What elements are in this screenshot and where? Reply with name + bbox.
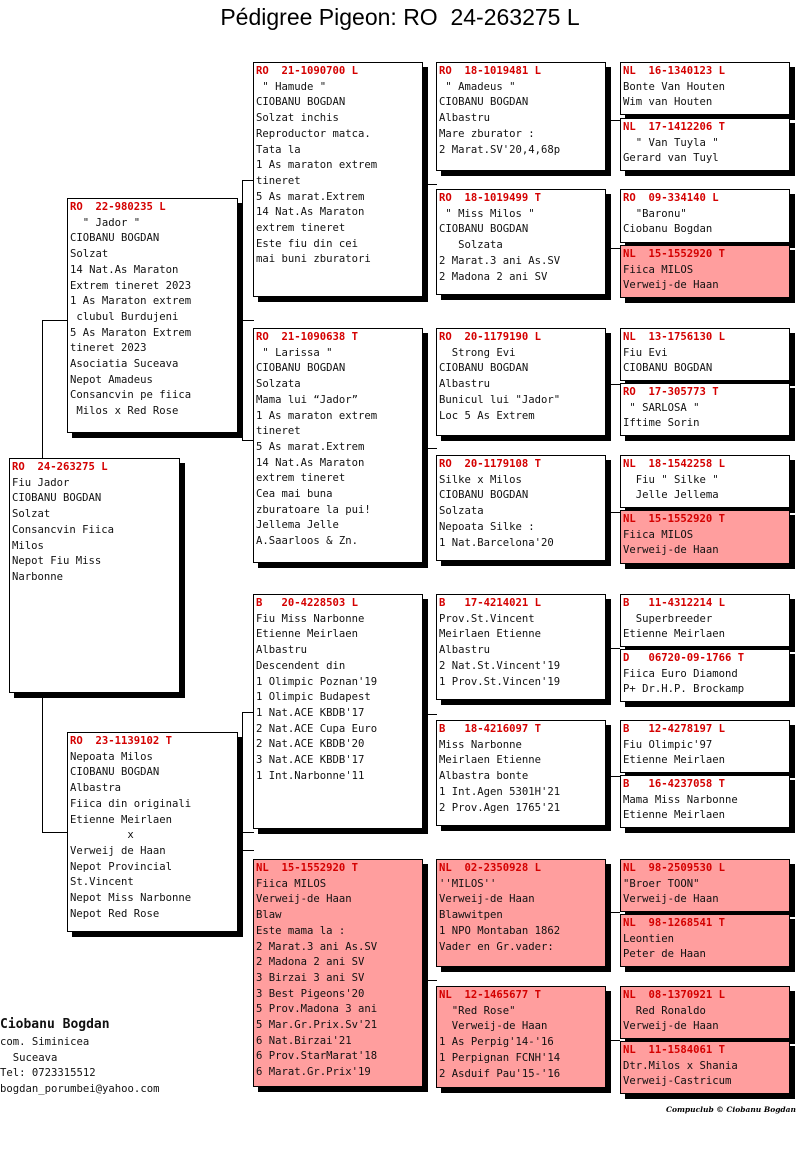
card-line: ''MILOS'' xyxy=(439,877,497,890)
card-line: 2 Nat.ACE KBDB'20 xyxy=(256,738,365,751)
card-line: A.Saarloos & Zn. xyxy=(256,535,359,548)
card-line: Etienne Meirlaen xyxy=(623,809,726,822)
connector-line xyxy=(608,912,620,913)
card-line: Mare zburator : xyxy=(439,127,535,140)
card-line: 2 Marat.SV'20,4,68p xyxy=(439,143,561,156)
card-line: 2 Marat.3 ani As.SV xyxy=(256,940,378,953)
card-line: 3 Best Pigeons'20 xyxy=(256,987,365,1000)
card-line: Etienne Meirlaen xyxy=(623,754,726,767)
breeder-name: Ciobanu Bogdan xyxy=(0,1017,110,1032)
card-line: " Larissa " xyxy=(256,346,333,359)
card-line: Blaw xyxy=(256,909,282,922)
pigeon-card-g4-14[interactable] xyxy=(620,914,790,967)
pigeon-card-sire-sire[interactable] xyxy=(253,62,423,297)
ring-number: B 20-4228503 L xyxy=(256,597,359,609)
pigeon-card-ss-dam[interactable] xyxy=(436,189,606,295)
card-line: Consancvin pe fiica xyxy=(70,389,192,402)
card-line: Meirlaen Etienne xyxy=(439,628,542,641)
pigeon-card-g4-13[interactable] xyxy=(620,859,790,912)
card-line: " Amadeus " xyxy=(439,80,516,93)
connector-line xyxy=(42,697,43,832)
card-line: "Red Rose" xyxy=(439,1004,516,1017)
card-line: Albastru xyxy=(439,112,491,125)
ring-number: RO 24-263275 L xyxy=(12,461,108,473)
ring-number: NL 13-1756130 L xyxy=(623,331,726,343)
card-line: Verweij-de Haan xyxy=(439,1020,548,1033)
pigeon-card-subject[interactable] xyxy=(9,458,180,693)
ring-number: B 16-4237058 T xyxy=(623,778,726,790)
card-line: Bunicul lui "Jador" xyxy=(439,393,561,406)
card-line: Este fiu din cei xyxy=(256,237,359,250)
pigeon-card-g4-11[interactable] xyxy=(620,720,790,773)
pigeon-card-sd-dam[interactable] xyxy=(436,455,606,561)
card-line: 5 Mar.Gr.Prix.Sv'21 xyxy=(256,1019,378,1032)
pigeon-card-ds-sire[interactable] xyxy=(436,594,606,700)
connector-line xyxy=(608,776,620,777)
card-line: Jellema Jelle xyxy=(256,519,339,532)
card-line: 14 Nat.As Maraton xyxy=(256,456,365,469)
pigeon-card-g4-7[interactable] xyxy=(620,455,790,508)
card-line: 1 Nat.ACE KBDB'17 xyxy=(256,706,365,719)
card-line: Asociatia Suceava xyxy=(70,358,179,371)
card-line: Peter de Haan xyxy=(623,948,706,961)
connector-line xyxy=(42,320,70,321)
card-line: Fiica MILOS xyxy=(623,528,694,541)
ring-number: NL 15-1552920 T xyxy=(623,513,726,525)
pigeon-card-g4-8[interactable] xyxy=(620,510,790,564)
card-line: CIOBANU BOGDAN xyxy=(12,492,102,505)
pigeon-card-g4-2[interactable] xyxy=(620,118,790,171)
ring-number: B 12-4278197 L xyxy=(623,723,726,735)
card-line: Verweij-de Haan xyxy=(623,893,719,906)
card-line: Fiu Jador xyxy=(12,476,70,489)
card-line: Albastru xyxy=(439,378,491,391)
card-line: Miss Narbonne xyxy=(439,738,522,751)
pigeon-card-sire-dam[interactable] xyxy=(253,328,423,563)
pigeon-card-ds-dam[interactable] xyxy=(436,720,606,826)
card-line: 5 As Maraton Extrem xyxy=(70,326,192,339)
card-line: 1 Nat.Barcelona'20 xyxy=(439,536,554,549)
pigeon-card-g4-10[interactable] xyxy=(620,649,790,702)
ring-number: B 18-4216097 T xyxy=(439,723,542,735)
ring-number: B 11-4312214 L xyxy=(623,597,726,609)
connector-line xyxy=(425,184,437,185)
card-line: 1 As Maraton extrem xyxy=(70,295,192,308)
ring-number: NL 15-1552920 T xyxy=(623,248,726,260)
ring-number: RO 20-1179190 L xyxy=(439,331,542,343)
pigeon-card-g4-5[interactable] xyxy=(620,328,790,381)
card-line: Nepot Amadeus xyxy=(70,373,153,386)
card-line: Fiu Evi xyxy=(623,346,668,359)
card-line: Mama Miss Narbonne xyxy=(623,793,738,806)
pigeon-card-dam-dam[interactable] xyxy=(253,859,423,1087)
card-line: Fiu " Silke " xyxy=(623,473,719,486)
card-line: 5 As marat.Extrem xyxy=(256,440,365,453)
card-line: 2 Marat.3 ani As.SV xyxy=(439,254,561,267)
pigeon-card-dd-dam[interactable] xyxy=(436,986,606,1088)
ring-number: NL 18-1542258 L xyxy=(623,458,726,470)
card-line: extrem tineret xyxy=(256,472,346,485)
card-line: 6 Marat.Gr.Prix'19 xyxy=(256,1066,371,1079)
card-line: 1 Int.Narbonne'11 xyxy=(256,769,365,782)
card-line: 1 Olimpic Poznan'19 xyxy=(256,675,378,688)
card-line: "Baronu" xyxy=(623,207,687,220)
card-line: CIOBANU BOGDAN xyxy=(70,232,160,245)
ring-number: RO 23-1139102 T xyxy=(70,735,173,747)
card-line: Verweij-de Haan xyxy=(623,544,719,557)
card-line: Solzata xyxy=(439,239,503,252)
ring-number: RO 20-1179108 T xyxy=(439,458,542,470)
pigeon-card-g4-15[interactable] xyxy=(620,986,790,1039)
connector-line xyxy=(425,714,437,715)
card-line: " SARLOSA " xyxy=(623,401,700,414)
ring-number: NL 15-1552920 T xyxy=(256,862,359,874)
card-line: " Van Tuyla " xyxy=(623,136,719,149)
card-line: Wim van Houten xyxy=(623,96,713,109)
card-line: CIOBANU BOGDAN xyxy=(256,362,346,375)
card-line: Este mama la : xyxy=(256,924,346,937)
pigeon-card-ss-sire[interactable] xyxy=(436,62,606,171)
card-line: Fiu Olimpic'97 xyxy=(623,738,713,751)
card-line: Loc 5 As Extrem xyxy=(439,409,535,422)
ring-number: D 06720-09-1766 T xyxy=(623,652,745,664)
pigeon-card-sd-sire[interactable] xyxy=(436,328,606,436)
card-line: Verweij de Haan xyxy=(70,844,166,857)
card-line: Milos x Red Rose xyxy=(70,405,179,418)
card-line: 2 Madona 2 ani SV xyxy=(256,956,365,969)
pigeon-card-g4-16[interactable] xyxy=(620,1041,790,1094)
card-line: " Miss Milos " xyxy=(439,207,535,220)
connector-line xyxy=(42,320,43,458)
card-line: Meirlaen Etienne xyxy=(439,754,542,767)
card-line: Fiica Euro Diamond xyxy=(623,667,738,680)
card-line: mai buni zburatori xyxy=(256,253,371,266)
pigeon-card-dd-sire[interactable] xyxy=(436,859,606,967)
card-line: Blawwitpen xyxy=(439,909,503,922)
card-line: Nepoata Milos xyxy=(70,750,153,763)
card-line: CIOBANU BOGDAN xyxy=(439,223,529,236)
card-line: Prov.St.Vincent xyxy=(439,612,535,625)
card-line: Albastru xyxy=(256,644,308,657)
card-line: Milos xyxy=(12,539,44,552)
pigeon-card-g4-9[interactable] xyxy=(620,594,790,647)
card-line: CIOBANU BOGDAN xyxy=(439,362,529,375)
connector-line xyxy=(242,320,254,321)
card-line: 1 Olimpic Budapest xyxy=(256,691,371,704)
pigeon-card-g4-4[interactable] xyxy=(620,245,790,298)
card-line: Fiica din originali xyxy=(70,797,192,810)
card-line: Dtr.Milos x Shania xyxy=(623,1059,738,1072)
card-line: Iftime Sorin xyxy=(623,417,700,430)
card-line: Red Ronaldo xyxy=(623,1004,706,1017)
card-line: 1 Prov.St.Vincen'19 xyxy=(439,675,561,688)
ring-number: NL 08-1370921 L xyxy=(623,989,726,1001)
ring-number: RO 17-305773 T xyxy=(623,386,719,398)
card-line: 1 As Perpig'14-'16 xyxy=(439,1036,554,1049)
pigeon-card-g4-12[interactable] xyxy=(620,775,790,828)
card-line: Albastra bonte xyxy=(439,770,529,783)
card-line: Vader en Gr.vader: xyxy=(439,940,554,953)
card-line: 14 Nat.As Maraton xyxy=(70,263,179,276)
card-line: Etienne Meirlaen xyxy=(623,628,726,641)
card-line: 2 Asduif Pau'15-'16 xyxy=(439,1067,561,1080)
card-line: 1 Perpignan FCNH'14 xyxy=(439,1051,561,1064)
card-line: Ciobanu Bogdan xyxy=(623,223,713,236)
card-line: CIOBANU BOGDAN xyxy=(256,96,346,109)
card-line: Narbonne xyxy=(12,570,64,583)
card-line: CIOBANU BOGDAN xyxy=(623,362,713,375)
card-line: tineret xyxy=(256,425,301,438)
breeder-address-line: Suceava xyxy=(0,1051,58,1064)
card-line: Nepoata Silke : xyxy=(439,520,535,533)
ring-number: RO 18-1019499 T xyxy=(439,192,542,204)
card-line: Extrem tineret 2023 xyxy=(70,279,192,292)
connector-line xyxy=(608,120,620,121)
card-line: 1 As maraton extrem xyxy=(256,159,378,172)
card-line: x xyxy=(70,829,134,842)
pigeon-card-g4-1[interactable] xyxy=(620,62,790,115)
ring-number: NL 11-1584061 T xyxy=(623,1044,726,1056)
breeder-phone: Tel: 0723315512 xyxy=(0,1067,96,1080)
card-line: CIOBANU BOGDAN xyxy=(439,489,529,502)
card-line: 5 As marat.Extrem xyxy=(256,190,365,203)
card-line: 2 Nat.St.Vincent'19 xyxy=(439,659,561,672)
card-line: St.Vincent xyxy=(70,876,134,889)
card-line: Cea mai buna xyxy=(256,488,333,501)
card-line: 1 Int.Agen 5301H'21 xyxy=(439,785,561,798)
card-line: Nepot Provincial xyxy=(70,860,173,873)
ring-number: RO 18-1019481 L xyxy=(439,65,542,77)
card-line: Solzat xyxy=(12,508,51,521)
connector-line xyxy=(608,512,620,513)
card-line: Bonte Van Houten xyxy=(623,80,726,93)
card-line: Solzat xyxy=(70,248,109,261)
card-line: Albastru xyxy=(439,644,491,657)
connector-line xyxy=(425,980,437,981)
connector-line xyxy=(608,648,620,649)
ring-number: B 17-4214021 L xyxy=(439,597,542,609)
card-line: Nepot Miss Narbonne xyxy=(70,892,192,905)
ring-number: RO 21-1090700 L xyxy=(256,65,359,77)
card-line: Fiica MILOS xyxy=(256,877,327,890)
ring-number: RO 22-980235 L xyxy=(70,201,166,213)
connector-line xyxy=(42,832,70,833)
pigeon-card-dam-sire[interactable] xyxy=(253,594,423,829)
card-line: clubul Burdujeni xyxy=(70,310,179,323)
card-line: 1 As maraton extrem xyxy=(256,409,378,422)
ring-number: NL 16-1340123 L xyxy=(623,65,726,77)
card-line: Reproductor matca. xyxy=(256,127,371,140)
card-line: " Jador " xyxy=(70,216,141,229)
ring-number: NL 98-1268541 T xyxy=(623,917,726,929)
connector-line xyxy=(242,850,254,851)
pigeon-card-g4-6[interactable] xyxy=(620,383,790,436)
ring-number: NL 02-2350928 L xyxy=(439,862,542,874)
card-line: 5 Prov.Madona 3 ani xyxy=(256,1003,378,1016)
card-line: Silke x Milos xyxy=(439,473,522,486)
card-line: Verweij-Castricum xyxy=(623,1075,732,1088)
pigeon-card-sire[interactable] xyxy=(67,198,238,433)
card-line: Nepot Fiu Miss xyxy=(12,555,102,568)
card-line: " Hamude " xyxy=(256,80,327,93)
connector-line xyxy=(608,384,620,385)
card-line: Nepot Red Rose xyxy=(70,907,160,920)
card-line: Etienne Meirlaen xyxy=(256,628,359,641)
card-line: 6 Nat.Birzai'21 xyxy=(256,1034,352,1047)
pigeon-card-dam[interactable] xyxy=(67,732,238,932)
ring-number: NL 98-2509530 L xyxy=(623,862,726,874)
card-line: Consancvin Fiica xyxy=(12,523,115,536)
ring-number: RO 21-1090638 T xyxy=(256,331,359,343)
connector-line xyxy=(242,832,254,833)
card-line: 3 Birzai 3 ani SV xyxy=(256,971,365,984)
card-line: Verweij-de Haan xyxy=(439,893,535,906)
card-line: tineret xyxy=(256,174,301,187)
card-line: Gerard van Tuyl xyxy=(623,152,719,165)
connector-line xyxy=(608,248,620,249)
card-line: CIOBANU BOGDAN xyxy=(70,766,160,779)
card-line: tineret 2023 xyxy=(70,342,147,355)
card-line: "Broer TOON" xyxy=(623,877,700,890)
card-line: P+ Dr.H.P. Brockamp xyxy=(623,683,745,696)
card-line: 2 Prov.Agen 1765'21 xyxy=(439,801,561,814)
card-line: Verweij-de Haan xyxy=(623,1020,719,1033)
card-line: Superbreeder xyxy=(623,612,713,625)
software-credit: Compuclub © Ciobanu Bogdan xyxy=(665,1105,796,1114)
card-line: 2 Nat.ACE Cupa Euro xyxy=(256,722,378,735)
card-line: Jelle Jellema xyxy=(623,489,719,502)
card-line: Verweij-de Haan xyxy=(623,279,719,292)
page-title: Pédigree Pigeon: RO 24-263275 L xyxy=(220,4,580,30)
card-line: Descendent din xyxy=(256,659,346,672)
breeder-address-line: com. Siminicea xyxy=(0,1036,90,1048)
connector-line xyxy=(608,1040,620,1041)
card-line: Mama lui “Jador” xyxy=(256,393,359,406)
connector-line xyxy=(242,180,243,440)
card-line: Fiu Miss Narbonne xyxy=(256,612,365,625)
card-line: Etienne Meirlaen xyxy=(70,813,173,826)
card-line: Tata la xyxy=(256,143,301,156)
pigeon-card-g4-3[interactable] xyxy=(620,189,790,243)
ring-number: RO 09-334140 L xyxy=(623,192,719,204)
breeder-info xyxy=(0,1015,159,1098)
card-line: Solzat inchis xyxy=(256,112,339,125)
card-line: zburatoare la pui! xyxy=(256,503,371,516)
card-line: 14 Nat.As Maraton xyxy=(256,206,365,219)
card-line: extrem tineret xyxy=(256,222,346,235)
card-line: Fiica MILOS xyxy=(623,263,694,276)
breeder-email: bogdan_porumbei@yahoo.com xyxy=(0,1083,160,1096)
card-line: CIOBANU BOGDAN xyxy=(439,96,529,109)
connector-line xyxy=(425,448,437,449)
card-line: 2 Madona 2 ani SV xyxy=(439,270,548,283)
connector-line xyxy=(242,712,243,850)
card-line: Leontien xyxy=(623,932,675,945)
card-line: Strong Evi xyxy=(439,346,516,359)
card-line: 3 Nat.ACE KBDB'17 xyxy=(256,754,365,767)
card-line: Verweij-de Haan xyxy=(256,893,352,906)
card-line: 6 Prov.StarMarat'18 xyxy=(256,1050,378,1063)
card-line: 1 NPO Montaban 1862 xyxy=(439,924,561,937)
ring-number: NL 12-1465677 T xyxy=(439,989,542,1001)
ring-number: NL 17-1412206 T xyxy=(623,121,726,133)
card-line: Solzata xyxy=(256,378,301,391)
card-line: Solzata xyxy=(439,505,484,518)
card-line: Albastra xyxy=(70,782,122,795)
